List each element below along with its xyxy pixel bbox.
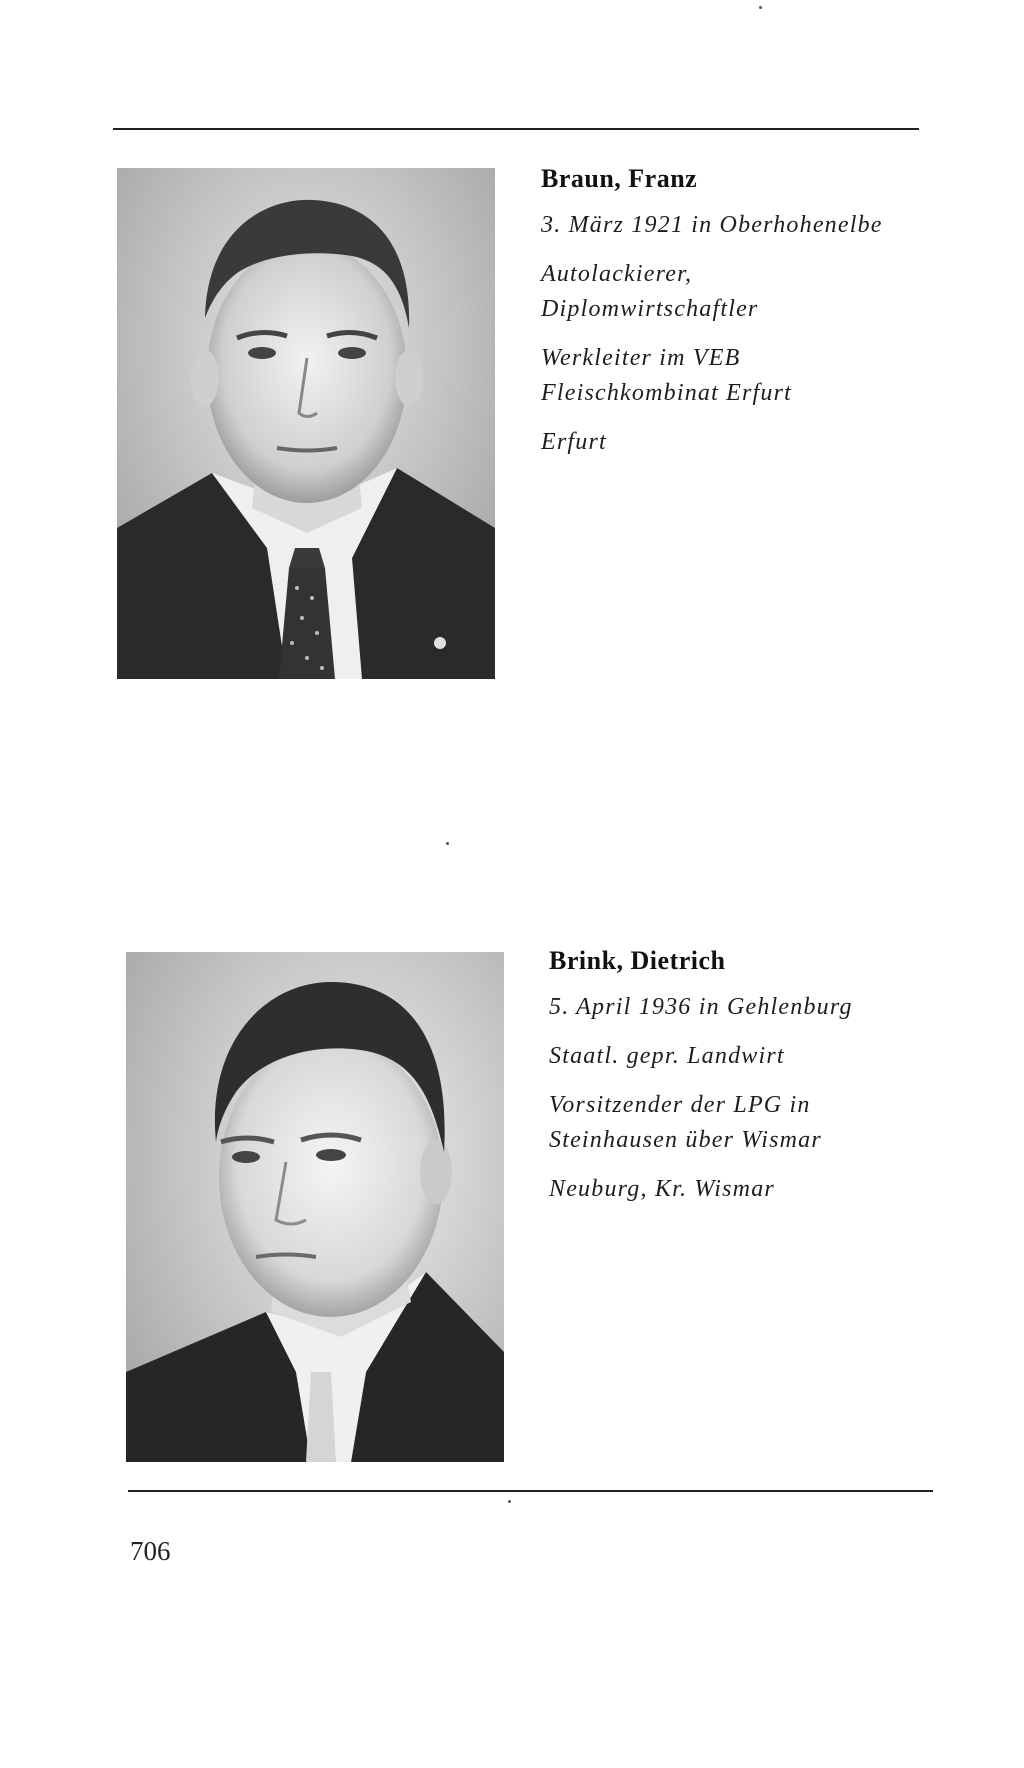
entry-position-line: Werkleiter im VEB — [541, 345, 741, 371]
entry-brink-dietrich — [549, 946, 969, 1221]
entry-position-line: Fleischkombinat Erfurt — [541, 380, 793, 406]
top-rule — [113, 128, 919, 130]
portrait-photo-brink — [126, 952, 504, 1462]
entry-name: Braun, Franz — [541, 164, 698, 193]
page-number: 706 — [130, 1536, 171, 1566]
entry-residence: Neuburg, Kr. Wismar — [549, 1176, 775, 1202]
scan-speck — [446, 842, 449, 845]
entry-profession — [541, 257, 961, 327]
entry-residence: Erfurt — [541, 429, 607, 455]
portrait-photo-icon — [126, 952, 504, 1462]
bottom-rule — [128, 1490, 933, 1492]
entry-position — [549, 1088, 969, 1158]
entry-position-line: Steinhausen über Wismar — [549, 1127, 822, 1153]
entry-birth: 3. März 1921 in Oberhohenelbe — [541, 212, 883, 238]
entry-position-line: Vorsitzender der LPG in — [549, 1092, 811, 1118]
entry-name: Brink, Dietrich — [549, 946, 726, 975]
entry-position — [541, 341, 961, 411]
entry-birth: 5. April 1936 in Gehlenburg — [549, 994, 853, 1020]
scan-speck — [508, 1500, 511, 1503]
entry-profession-line: Autolackierer, — [541, 261, 693, 287]
scan-speck — [759, 6, 762, 9]
entry-braun-franz — [541, 164, 961, 474]
entry-profession-line: Diplomwirtschaftler — [541, 296, 759, 322]
portrait-photo-icon — [117, 168, 495, 679]
portrait-photo-braun — [117, 168, 495, 679]
entry-profession-line: Staatl. gepr. Landwirt — [549, 1043, 785, 1069]
entry-profession — [549, 1039, 969, 1074]
